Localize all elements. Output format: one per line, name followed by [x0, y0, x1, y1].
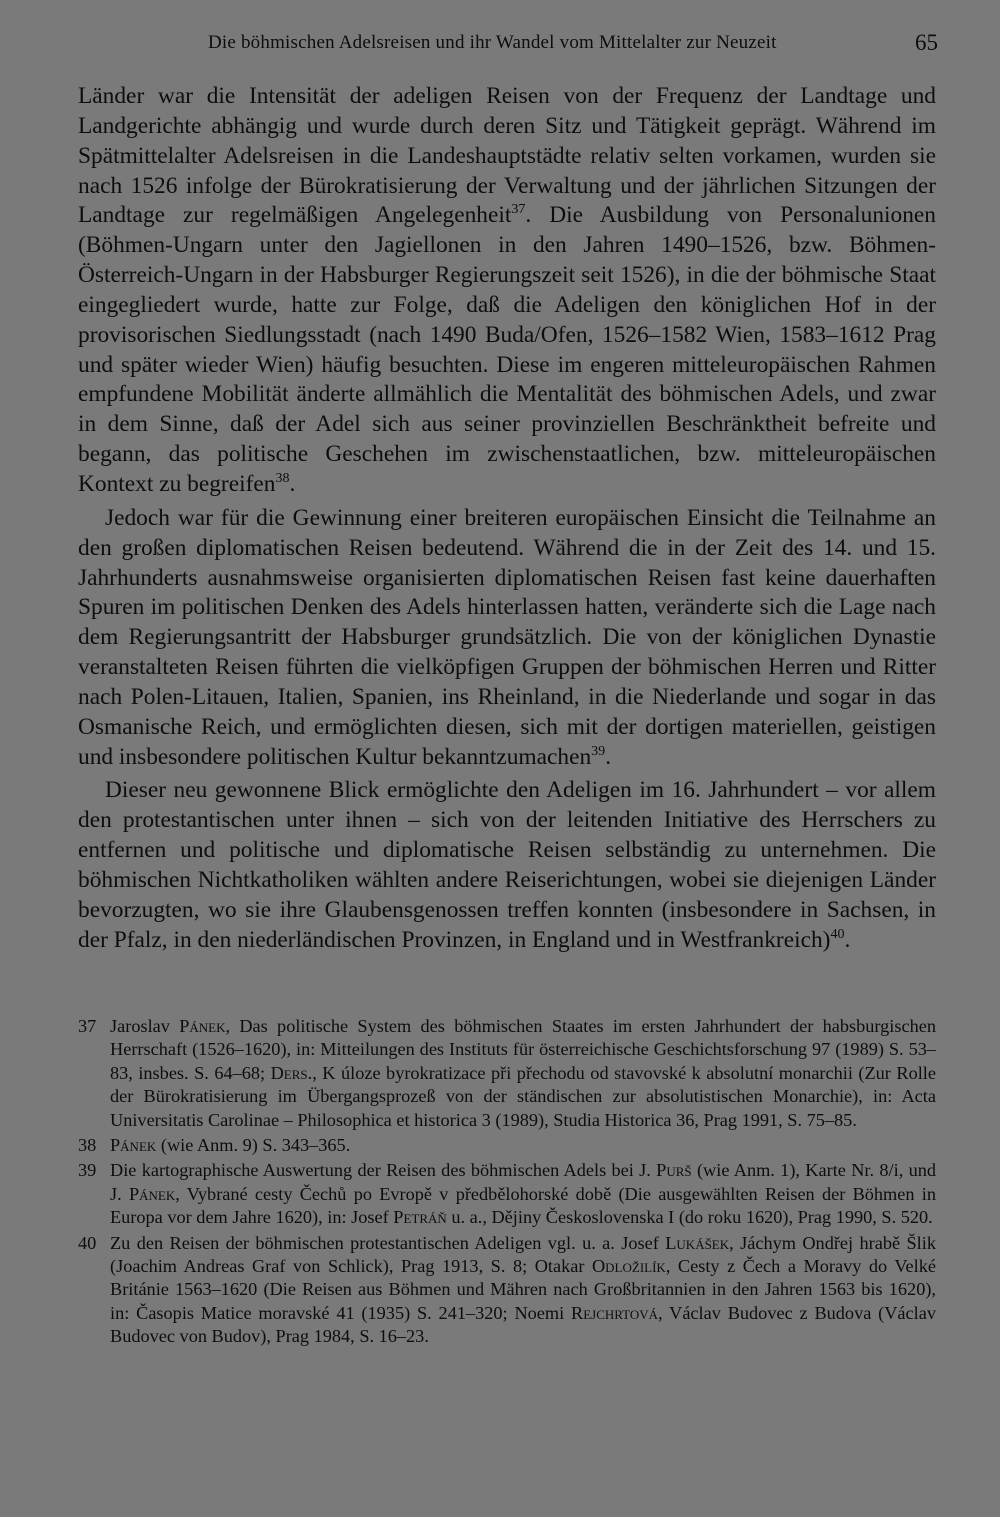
- footnote-40: [78, 1232, 936, 1349]
- footnote-text: [110, 1015, 936, 1132]
- footnote-number: 40: [78, 1232, 97, 1253]
- footnote-segment: (wie Anm. 9) S. 343–365.: [156, 1135, 351, 1156]
- footnote-text: [110, 1134, 936, 1157]
- author-name: Purš: [656, 1160, 692, 1181]
- footnote-number: 37: [78, 1016, 97, 1036]
- footnote-segment: , Jáchym Ondřej hrabě Šlik (Joachim Andreas Graf von Schlick), Prag 1913, S. 8; Otakar: [110, 1232, 936, 1277]
- paragraph-text: Dieser neu gewonnene Blick ermöglichte den Adeligen im 16. Jahrhundert – vor allem den protestantischen unter ihnen – sich von der leitenden Initiative des Herrschers zu entfernen und politische und diplomatische Reisen selbständig zu unternehmen. Die böhmischen Nichtkatholiken wählten andere Reiserichtungen, wobei sie diejenigen Länder bevorzugten, wo sie ihre Glaubensgenossen treffen konnten (insbesondere in Sachsen, in der Pfalz, in den niederländischen Provinzen, in England und in Westfrankreich): [78, 777, 936, 953]
- author-name: Ders: [270, 1062, 308, 1083]
- paragraph-1: [78, 82, 936, 500]
- author-name: Petráň: [393, 1207, 447, 1228]
- footnote-ref-39[interactable]: 39: [591, 742, 606, 759]
- paragraph-text: .: [289, 470, 296, 497]
- footnote-number: 38: [78, 1135, 97, 1156]
- footnote-segment: , Vybrané cesty Čechů po Evropě v předbělohorské době (Die ausgewählten Reisen der Böhmen in Europa vor dem Jahre 1620), in: Josef: [110, 1183, 936, 1228]
- main-text: [78, 82, 936, 955]
- footnote-ref-40[interactable]: 40: [830, 925, 845, 942]
- footnote-text: [110, 1159, 936, 1229]
- paragraph-text: Länder war die Intensität der adeligen Reisen von der Frequenz der Landtage und Landgerichte abhängig und wurde durch deren Sitz und Tätigkeit geprägt. Während im Spätmittelalter Adelsreisen in die Landeshauptstädte relativ selten vorkamen, wurden sie nach 1526 infolge der Bürokratisierung der Verwaltung und der jährlichen Sitzungen der Landtage zur regelmäßigen Angelegenheit: [78, 83, 936, 229]
- footnote-ref-37[interactable]: 37: [511, 201, 526, 218]
- paragraph-text: .: [844, 926, 851, 953]
- paragraph-text: Jedoch war für die Gewinnung einer breiteren europäischen Einsicht die Teilnahme an den großen diplomatischen Reisen bedeutend. Während die in der Zeit des 14. und 15. Jahrhunderts ausnahmsweise organisierten diplomatischen Reisen fast keine dauerhaften Spuren im politischen Denken des Adels hinterlassen hatten, veränderte sich die Lage nach dem Regierungsantritt der Habsburger grundsätzlich. Die von der königlichen Dynastie veranstalteten Reisen führten die vielköpfigen Gruppen der böhmischen Herren und Ritter nach Polen-Litauen, Italien, Spanien, ins Rheinland, in die Niederlande und sogar in das Osmanische Reich, und ermöglichten diesen, sich mit der dortigen materiellen, geistigen und insbesondere politischen Kultur bekanntzumachen: [78, 504, 936, 770]
- footnote-segment: u. a., Dějiny Československa I (do roku 1620), Prag 1990, S. 520.: [446, 1207, 933, 1228]
- author-name: Pánek: [110, 1135, 157, 1156]
- footnote-segment: , Das politische System des böhmischen Staates im ersten Jahrhundert der habsburgischen Herrschaft (1526–1620), in: Mitteilungen des Instituts für österreichische Geschichtsforschung 97 (1989) S. 53–83, insbes. S. 64–68;: [110, 1016, 937, 1083]
- footnote-38: [78, 1134, 936, 1157]
- author-name: Lukášek: [665, 1232, 730, 1253]
- footnote-ref-38[interactable]: 38: [275, 470, 290, 487]
- footnote-segment: Zu den Reisen der böhmischen protestantischen Adeligen vgl. u. a. Josef: [110, 1232, 666, 1253]
- paragraph-2: [78, 504, 936, 773]
- author-name: Pánek: [128, 1183, 176, 1204]
- paragraph-text: .: [605, 743, 612, 770]
- footnote-segment: ., K úloze byrokratizace při přechodu od stavovské k absolutní monarchii (Zur Rolle der Bürokratisierung im Übergangsprozeß von der ständischen zur absolutistischen Monarchie), in: Acta Universitatis Carolinae – Philosophica et historica 3 (1989), Studia Historica 36, Prag 1991, S. 75–85.: [110, 1062, 936, 1130]
- page-number: 65: [915, 30, 938, 55]
- footnotes: [78, 1015, 936, 1351]
- footnote-segment: Jaroslav: [110, 1016, 180, 1036]
- paragraph-text: . Die Ausbildung von Personalunionen (Böhmen-Ungarn unter den Jagiellonen in den Jahren 1490–1526, bzw. Böhmen-Österreich-Ungarn in der Habsburger Regierungszeit seit 1526), in die der böhmische Staat eingegliedert wurde, hatte zur Folge, daß die Adeligen den königlichen Hof in der provisorischen Siedlungsstadt (nach 1490 Buda/Ofen, 1526–1582 Wien, 1583–1612 Prag und später wieder Wien) häufig besuchten. Diese im engeren mitteleuropäischen Rahmen empfundene Mobilität änderte allmählich die Mentalität des böhmischen Adels, und zwar in dem Sinne, daß der Adel sich aus seiner provinziellen Beschränktheit befreite und begann, das politische Geschehen im zwischenstaatlichen, bzw. mitteleuropäischen Kontext zu begreifen: [78, 202, 936, 497]
- footnote-39: [78, 1159, 936, 1229]
- footnote-text: [110, 1232, 936, 1349]
- footnote-segment: (wie Anm. 1), Karte Nr. 8/i, und J.: [110, 1160, 936, 1204]
- page-header: [78, 30, 938, 60]
- author-name: Rejchrtová: [571, 1302, 659, 1323]
- footnote-37: [78, 1015, 936, 1132]
- footnote-segment: Die kartographische Auswertung der Reisen des böhmischen Adels bei J.: [110, 1160, 657, 1181]
- footnote-segment: , Václav Budovec z Budova (Václav Budovec von Budov), Prag 1984, S. 16–23.: [110, 1302, 936, 1347]
- footnote-segment: , Cesty z Čech a Moravy do Velké Británie 1563–1620 (Die Reisen aus Böhmen und Mähren nach Großbritannien in den Jahren 1563 bis 1620), in: Časopis Matice moravské 41 (1935) S. 241–320; Noemi: [110, 1256, 936, 1323]
- running-head: Die böhmischen Adelsreisen und ihr Wandel vom Mittelalter zur Neuzeit: [208, 32, 777, 53]
- paragraph-3: [78, 776, 936, 955]
- author-name: Odložilík: [591, 1256, 666, 1277]
- footnote-number: 39: [78, 1160, 97, 1181]
- author-name: Pánek: [179, 1016, 226, 1036]
